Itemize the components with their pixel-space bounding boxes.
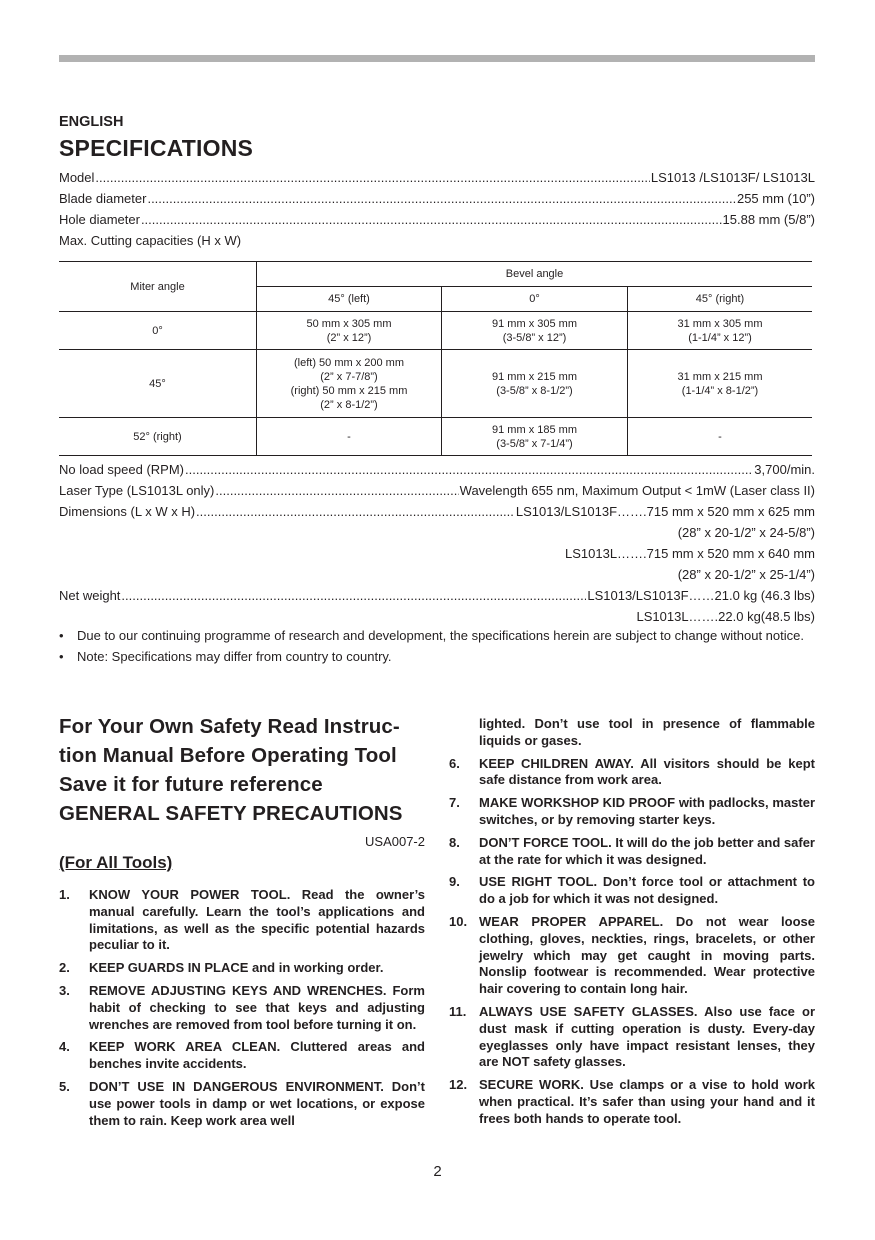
spec-model [59,170,815,186]
capacity-cell [628,418,813,456]
cell-line: - [718,430,722,443]
item-number: 8. [449,834,460,850]
spec-value: (28” x 20-1/2” x 25-1/4”) [677,567,815,582]
spec-value: LS1013L…….22.0 kg(48.5 lbs) [636,609,815,624]
item-number: 7. [449,795,460,811]
spec-laser [59,483,815,499]
spec-blade [59,191,815,207]
capacity-cell [442,312,628,350]
item-number: 4. [59,1039,70,1055]
spec-dimensions [59,504,815,520]
document-code: USA007-2 [365,834,425,849]
cell-line: 91 mm x 305 mm [492,317,577,330]
miter-cell: 52° (right) [59,418,257,456]
list-item [449,1077,815,1127]
item-number: 11. [449,1003,467,1019]
bullet-icon: • [59,628,64,643]
safety-list [59,887,425,1129]
item-number: 3. [59,982,70,998]
capacity-cell [257,350,442,418]
language-heading: ENGLISH [59,114,124,130]
cell-line: (3-5/8” x 7-1/4”) [496,437,573,450]
spec-value: LS1013L…….715 mm x 520 mm x 640 mm [565,546,815,561]
item-text: DON’T FORCE TOOL. It will do the job better and safer at the rate for which it was designed. [479,834,815,867]
note-item [59,627,815,644]
safety-right-column [449,716,815,1134]
spec-value: 255 mm (10”) [736,191,815,206]
cell-line: 31 mm x 215 mm [677,370,763,383]
cell-line: (3-5/8” x 12”) [502,331,567,344]
title-line: tion Manual Before Operating Tool [59,744,397,767]
item-text: MAKE WORKSHOP KID PROOF with padlocks, master switches, or by removing starter keys. [479,795,815,827]
page-title: SPECIFICATIONS [59,135,254,161]
capacity-label: Max. Cutting capacities (H x W) [59,233,242,248]
miter-cell: 45° [59,350,257,418]
title-line: Save it for future reference [59,773,323,796]
bevel-header: Bevel angle [257,262,813,287]
cell-line: (2” x 8-1/2”) [320,398,378,411]
item-number: 9. [449,874,460,890]
spec-weight [59,588,815,604]
spec-hole [59,212,815,228]
note-item [59,648,815,665]
item-number: 10. [449,913,468,929]
cell-line: (2” x 12”) [326,331,372,344]
note-text: Note: Specifications may differ from country to country. [77,649,392,664]
item-number: 12. [449,1077,468,1093]
spec-value: (28” x 20-1/2” x 24-5/8”) [677,525,815,540]
list-item [449,756,815,790]
title-line: For Your Own Safety Read Instruc- [59,715,400,738]
spec-label: Net weight [59,588,121,603]
spec-label: Blade diameter [59,191,147,206]
list-item [449,795,815,829]
spec-value: LS1013 /LS1013F/ LS1013L [650,170,815,185]
cell-line: 91 mm x 185 mm [492,423,577,436]
capacity-cell [628,350,813,418]
item-continuation: lighted. Don’t use tool in presence of flammable liquids or gases. [479,716,815,748]
page-number: 2 [433,1163,442,1180]
bevel-col-header: 45° (right) [628,287,813,312]
spec-value: LS1013/LS1013F……21.0 kg (46.3 lbs) [587,588,815,603]
spec-speed [59,462,815,478]
cell-line: - [347,430,351,443]
cell-line: (3-5/8” x 8-1/2”) [496,384,573,397]
spec-label: Laser Type (LS1013L only) [59,483,215,498]
item-text: KEEP WORK AREA CLEAN. Cluttered areas and benches invite accidents. [89,1039,425,1072]
list-item [59,983,425,1033]
list-item [449,835,815,869]
capacity-cell [628,312,813,350]
spec-label: No load speed (RPM) [59,462,184,477]
list-item [59,1079,425,1129]
list-item [59,1039,425,1073]
list-item [449,874,815,908]
cell-line: (1-1/4” x 8-1/2”) [681,384,759,397]
capacity-cell [442,350,628,418]
cell-line: 91 mm x 215 mm [492,370,577,383]
title-line: GENERAL SAFETY PRECAUTIONS [59,802,403,825]
spec-notes [59,627,815,669]
safety-title [59,712,425,828]
miter-cell: 0° [59,312,257,350]
miter-header: Miter angle [59,262,257,312]
spec-value: 15.88 mm (5/8”) [722,212,815,227]
list-item [449,1004,815,1071]
list-item [59,887,425,954]
item-text: REMOVE ADJUSTING KEYS AND WRENCHES. Form habit of checking to see that keys and adjusting wrenches are removed from tool before turning it on. [89,982,425,1032]
capacity-cell [257,312,442,350]
bevel-col-header: 0° [442,287,628,312]
list-item [449,914,815,998]
spec-value: Wavelength 655 nm, Maximum Output < 1mW (Laser class II) [459,483,815,498]
item-text: KEEP CHILDREN AWAY. All visitors should be kept safe distance from work area. [479,755,815,788]
item-number: 2. [59,960,70,976]
capacity-cell [442,418,628,456]
spec-value: LS1013/LS1013F…….715 mm x 520 mm x 625 mm [515,504,815,519]
item-text: KEEP GUARDS IN PLACE and in working order. [89,960,384,976]
cell-line: (left) 50 mm x 200 mm [293,356,405,369]
item-text: KNOW YOUR POWER TOOL. Read the owner’s manual carefully. Learn the tool’s applications and limitations, as well as the specific potential hazards peculiar to it. [89,887,425,953]
bevel-col-header: 45° (left) [257,287,442,312]
note-text: Due to our continuing programme of research and development, the specifications herein are subject to change without notice. [77,628,804,643]
bullet-icon: • [59,649,64,664]
spec-value: 3,700/min. [754,462,815,477]
cell-line: (2” x 7-7/8”) [320,370,378,383]
list-item [59,960,425,977]
item-text: SECURE WORK. Use clamps or a vise to hold work when practical. It’s safer than using your hand and it frees both hands to operate tool. [479,1077,815,1126]
cell-line: 50 mm x 305 mm [306,317,392,330]
safety-left-column [59,712,425,1135]
item-number: 5. [59,1078,70,1094]
spec-label: Dimensions (L x W x H) [59,504,196,519]
spec-label: Hole diameter [59,212,140,227]
cell-line: (right) 50 mm x 215 mm [290,384,408,397]
cell-line: 31 mm x 305 mm [677,317,763,330]
item-number: 1. [59,887,70,902]
item-number: 6. [449,755,460,771]
spec-label: Model [59,170,95,185]
cell-line: (1-1/4” x 12”) [688,331,752,344]
header-rule [59,55,815,62]
section-subtitle: (For All Tools) [59,853,173,872]
item-text: USE RIGHT TOOL. Don’t force tool or attachment to do a job for which it was not designed. [479,874,815,907]
item-text: WEAR PROPER APPAREL. Do not wear loose clothing, gloves, neckties, rings, bracelets, or other jewelry which may get caught in moving parts. Nonslip footwear is recommended. Wear protective hair covering to contain long hair. [479,913,815,997]
item-text: ALWAYS USE SAFETY GLASSES. Also use face or dust mask if cutting operation is dusty. Every-day eyeglasses only have impact resistant lenses, they are NOT safety glasses. [479,1003,815,1070]
cutting-capacity-table [59,261,812,456]
item-text: DON’T USE IN DANGEROUS ENVIRONMENT. Don’t use power tools in damp or wet locations, or expose them to rain. Keep work area well [89,1078,425,1128]
capacity-cell [257,418,442,456]
